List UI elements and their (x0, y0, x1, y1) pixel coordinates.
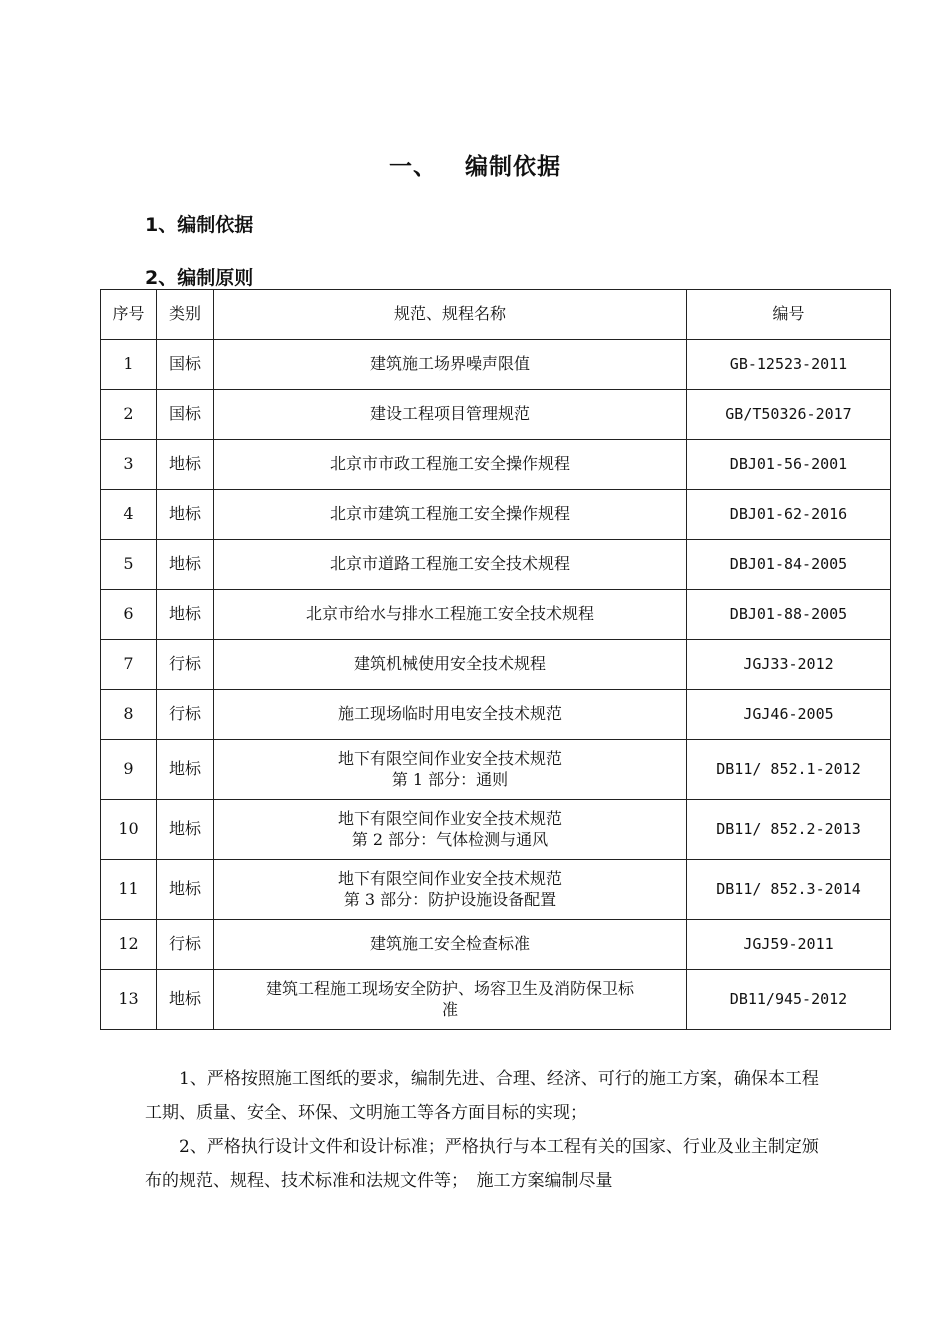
row-type: 国标 (157, 390, 214, 440)
row-code: GB/T50326-2017 (687, 390, 891, 440)
row-name (214, 800, 687, 860)
header-no: 序号 (101, 290, 157, 340)
table-row (101, 920, 891, 970)
row-number: 3 (101, 440, 157, 490)
row-name (214, 690, 687, 740)
table-row (101, 340, 891, 390)
row-name-line-1: 地下有限空间作业安全技术规范 (337, 748, 562, 768)
row-number: 4 (101, 490, 157, 540)
row-name-line-1: 地下有限空间作业安全技术规范 (337, 868, 562, 888)
row-name-line-1: 建筑机械使用安全技术规程 (353, 654, 546, 674)
row-code: DBJ01-88-2005 (687, 590, 891, 640)
row-type: 地标 (157, 970, 214, 1030)
row-type: 行标 (157, 690, 214, 740)
table-header-row (101, 290, 891, 340)
row-name (214, 970, 687, 1030)
row-name (214, 440, 687, 490)
row-number: 9 (101, 740, 157, 800)
row-number: 11 (101, 860, 157, 920)
row-name-line-1: 建筑施工安全检查标准 (369, 934, 530, 954)
section-heading-basis: 1、编制依据 (145, 214, 254, 236)
row-name (214, 740, 687, 800)
row-type: 地标 (157, 490, 214, 540)
table-row (101, 970, 891, 1030)
row-name (214, 590, 687, 640)
row-name-line-1: 北京市给水与排水工程施工安全技术规程 (305, 604, 594, 624)
row-type: 地标 (157, 800, 214, 860)
table-row (101, 690, 891, 740)
table-row (101, 740, 891, 800)
row-code: JGJ46-2005 (687, 690, 891, 740)
row-type: 行标 (157, 640, 214, 690)
header-code: 编号 (687, 290, 891, 340)
table-row (101, 800, 891, 860)
table-row (101, 490, 891, 540)
row-number: 7 (101, 640, 157, 690)
row-number: 6 (101, 590, 157, 640)
row-number: 1 (101, 340, 157, 390)
row-type: 地标 (157, 740, 214, 800)
row-code: JGJ59-2011 (687, 920, 891, 970)
paragraph-1: 1、严格按照施工图纸的要求，编制先进、合理、经济、可行的施工方案，确保本工程工期、质量、安全、环保、文明施工等各方面目标的实现； (145, 1069, 819, 1123)
row-name-line-1: 北京市市政工程施工安全操作规程 (329, 454, 570, 474)
row-code: DBJ01-62-2016 (687, 490, 891, 540)
table-row (101, 640, 891, 690)
row-name (214, 860, 687, 920)
row-name-line-1: 北京市道路工程施工安全技术规程 (329, 554, 570, 574)
page-title (0, 148, 950, 181)
row-type: 地标 (157, 540, 214, 590)
title-text: 编制依据 (465, 154, 561, 180)
row-type: 国标 (157, 340, 214, 390)
table-row (101, 540, 891, 590)
row-name (214, 390, 687, 440)
row-type: 地标 (157, 860, 214, 920)
row-name-line-2: 第 3 部分：防护设施设备配置 (343, 889, 557, 909)
row-number: 13 (101, 970, 157, 1030)
row-number: 2 (101, 390, 157, 440)
title-number: 一、 (389, 154, 437, 180)
row-code: JGJ33-2012 (687, 640, 891, 690)
table-row (101, 590, 891, 640)
row-name-line-2: 第 1 部分：通则 (391, 769, 509, 789)
row-type: 地标 (157, 590, 214, 640)
row-name-line-1: 北京市建筑工程施工安全操作规程 (329, 504, 570, 524)
row-code: DB11/945-2012 (687, 970, 891, 1030)
table-row (101, 860, 891, 920)
row-code: GB-12523-2011 (687, 340, 891, 390)
row-code: DB11/ 852.2-2013 (687, 800, 891, 860)
row-name (214, 540, 687, 590)
table-row (101, 440, 891, 490)
section-heading-principle: 2、编制原则 (145, 267, 254, 289)
row-code: DB11/ 852.1-2012 (687, 740, 891, 800)
standards-table (100, 289, 891, 1030)
header-name: 规范、规程名称 (214, 290, 687, 340)
row-type: 行标 (157, 920, 214, 970)
paragraph-2: 2、严格执行设计文件和设计标准；严格执行与本工程有关的国家、行业及业主制定颁布的规范、规程、技术标准和法规文件等； 施工方案编制尽量 (145, 1137, 819, 1191)
row-name-line-1: 施工现场临时用电安全技术规范 (337, 704, 562, 724)
row-code: DBJ01-56-2001 (687, 440, 891, 490)
row-number: 5 (101, 540, 157, 590)
row-name-line-2: 准 (441, 999, 458, 1019)
row-name (214, 340, 687, 390)
row-name-line-1: 建筑工程施工现场安全防护、场容卫生及消防保卫标 (265, 978, 634, 998)
row-type: 地标 (157, 440, 214, 490)
row-code: DB11/ 852.3-2014 (687, 860, 891, 920)
row-number: 12 (101, 920, 157, 970)
header-type: 类别 (157, 290, 214, 340)
row-name-line-2: 第 2 部分：气体检测与通风 (351, 829, 549, 849)
row-name-line-1: 建筑施工场界噪声限值 (369, 354, 530, 374)
row-name (214, 490, 687, 540)
row-number: 8 (101, 690, 157, 740)
row-name (214, 640, 687, 690)
row-name-line-1: 建设工程项目管理规范 (369, 404, 530, 424)
row-name-line-1: 地下有限空间作业安全技术规范 (337, 808, 562, 828)
row-code: DBJ01-84-2005 (687, 540, 891, 590)
row-number: 10 (101, 800, 157, 860)
row-name (214, 920, 687, 970)
table-row (101, 390, 891, 440)
